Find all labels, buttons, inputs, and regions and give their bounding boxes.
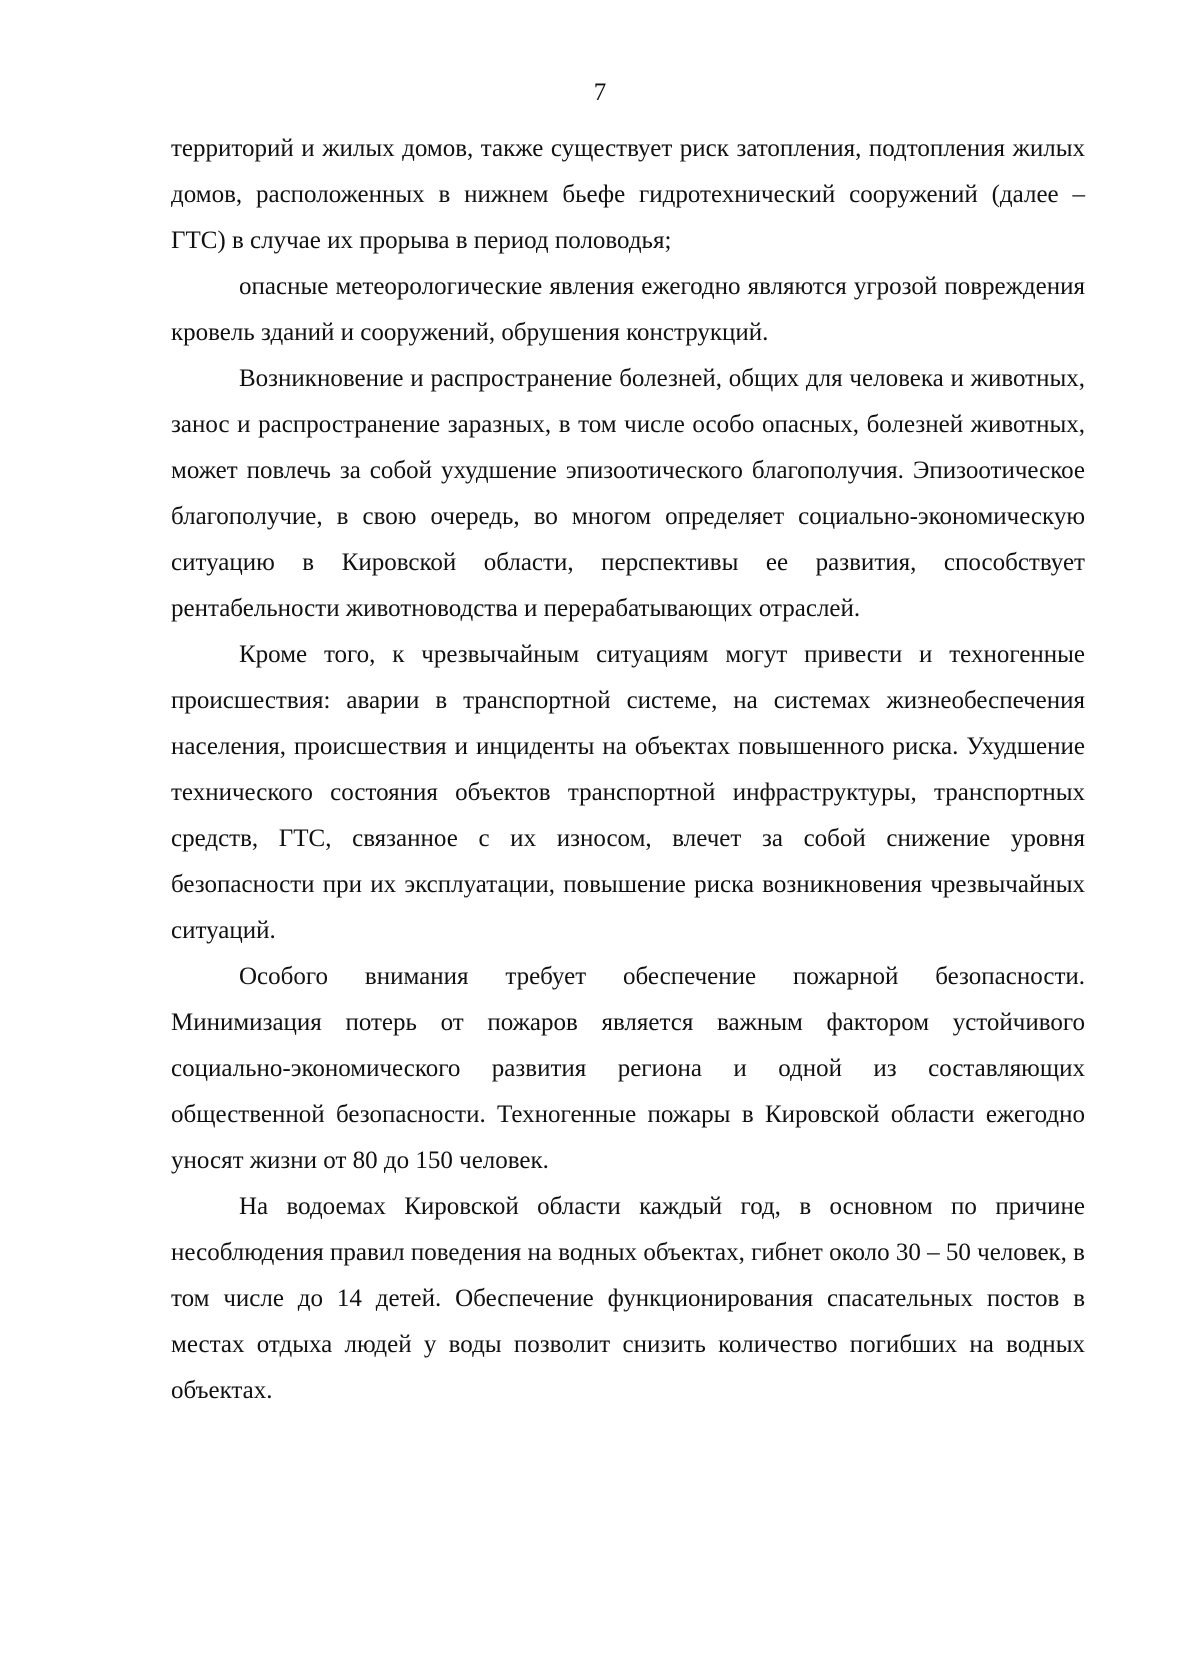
paragraph-6: На водоемах Кировской области каждый год, в основном по причине несоблюдения правил поведения на водных объектах, гибнет около 30 – 50 человек, в том числе до 14 детей. Обеспечение функционирования спасательных постов в местах отдыха людей у воды позволит снизить количество погибших на водных объектах. — [171, 1193, 1085, 1404]
paragraph-5: Особого внимания требует обеспечение пожарной безопасности. Минимизация потерь от пожаров является важным фактором устойчивого социально-экономического развития региона и одной из составляющих общественной безопасности. Техногенные пожары в Кировской области ежегодно уносят жизни от 80 до 150 человек. — [171, 963, 1085, 1174]
paragraph-4: Кроме того, к чрезвычайным ситуациям могут привести и техногенные происшествия: аварии в транспортной системе, на системах жизнеобеспечения населения, происшествия и инциденты на объектах повышенного риска. Ухудшение технического состояния объектов транспортной инфраструктуры, транспортных средств, ГТС, связанное с их износом, влечет за собой снижение уровня безопасности при их эксплуатации, повышение риска возникновения чрезвычайных ситуаций. — [171, 641, 1085, 944]
paragraph-2: опасные метеорологические явления ежегодно являются угрозой повреждения кровель зданий и сооружений, обрушения конструкций. — [171, 273, 1085, 346]
page-number: 7 — [593, 79, 607, 106]
paragraph-3: Возникновение и распространение болезней, общих для человека и животных, занос и распространение заразных, в том числе особо опасных, болезней животных, может повлечь за собой ухудшение эпизоотического благополучия. Эпизоотическое благополучие, в свою очередь, во многом определяет социально-экономическую ситуацию в Кировской области, перспективы ее развития, способствует рентабельности животноводства и перерабатывающих отраслей. — [171, 365, 1085, 622]
document-body — [171, 126, 1085, 1414]
paragraph-1: территорий и жилых домов, также существует риск затопления, подтопления жилых домов, расположенных в нижнем бьефе гидротехнический сооружений (далее – ГТС) в случае их прорыва в период половодья; — [171, 135, 1085, 254]
